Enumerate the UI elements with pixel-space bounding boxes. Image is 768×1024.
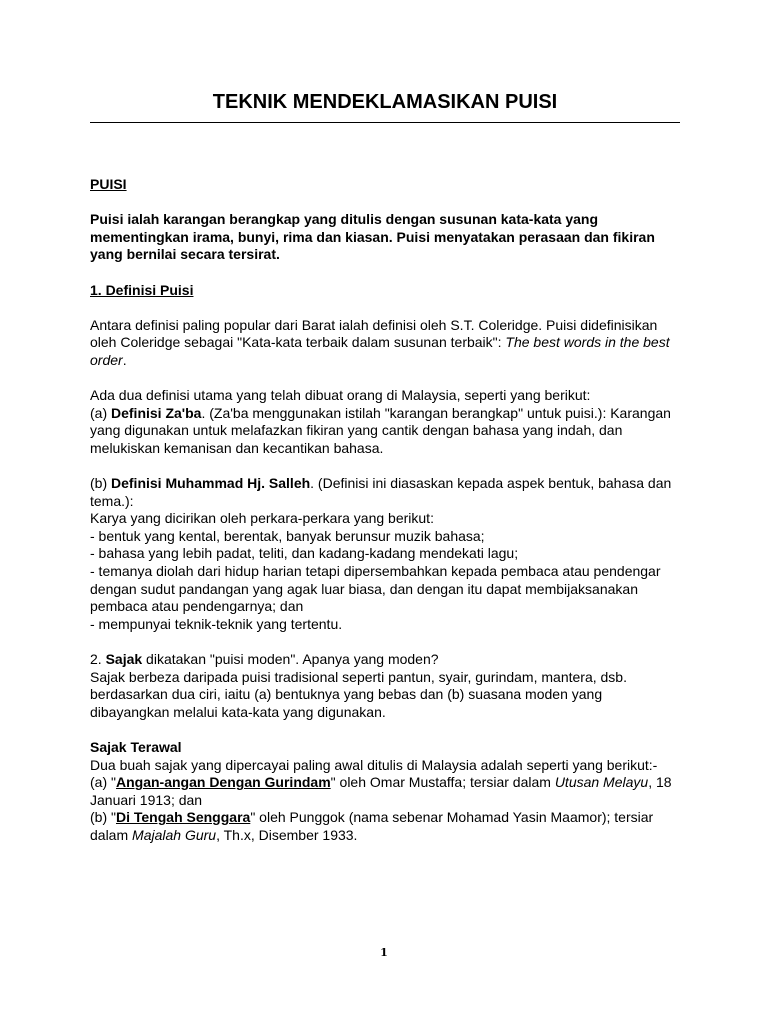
muhammad-lead: Karya yang dicirikan oleh perkara-perkara yang berikut: bbox=[90, 510, 434, 527]
publication-b: Majalah Guru bbox=[132, 826, 217, 843]
muhammad-name: Definisi Muhammad Hj. Salleh bbox=[111, 475, 311, 492]
publication-a: Utusan Melayu bbox=[554, 774, 649, 791]
puisi-heading: PUISI bbox=[90, 176, 127, 192]
definisi-zaba: (a) Definisi Za'ba. (Za'ba menggunakan istilah "karangan berangkap" untuk puisi.): Karangan yang digunakan untuk melafazkan fikiran yang cantik dengan bahasa yang indah, dan melukiskan kemanisan dan kecantikan bahasa. bbox=[90, 404, 671, 456]
document-body bbox=[90, 176, 680, 845]
sajak-title-b: Di Tengah Senggara bbox=[115, 809, 251, 826]
page-number: 1 bbox=[380, 946, 388, 959]
definisi-heading: 1. Definisi Puisi bbox=[90, 281, 194, 298]
coleridge-text: Antara definisi paling popular dari Barat ialah definisi oleh S.T. Coleridge. Puisi didefinisikan oleh Coleridge sebagai "Kata-kata terbaik dalam susunan terbaik": bbox=[90, 316, 658, 351]
title-underline bbox=[90, 122, 680, 123]
sajak-item-a: (a) "Angan-angan Dengan Gurindam" oleh Omar Mustaffa; tersiar dalam Utusan Melayu, 18 Januari 1913; dan bbox=[90, 774, 672, 808]
sajak-body: Sajak berbeza daripada puisi tradisional seperti pantun, syair, gurindam, mantera, dsb. berdasarkan dua ciri, iaitu (a) bentuknya yang bebas dan (b) suasana moden yang dibayangkan melalui kata-kata yang digunakan. bbox=[90, 668, 627, 720]
sajak-terawal-intro: Dua buah sajak yang dipercayai paling awal ditulis di Malaysia adalah seperti yang berikut:- bbox=[90, 756, 658, 773]
puisi-intro: Puisi ialah karangan berangkap yang ditulis dengan susunan kata-kata yang mementingkan irama, bunyi, rima dan kiasan. Puisi menyatakan perasaan dan fikiran yang bernilai secara tersirat. bbox=[90, 211, 655, 263]
definisi-muhammad: (b) Definisi Muhammad Hj. Salleh. (Definisi ini diasaskan kepada aspek bentuk, bahasa dan tema.): bbox=[90, 475, 672, 509]
list-item: - mempunyai teknik-teknik yang tertentu. bbox=[90, 615, 343, 632]
sajak-question: 2. Sajak dikatakan "puisi moden". Apanya yang moden? bbox=[90, 651, 439, 668]
list-item: - bahasa yang lebih padat, teliti, dan kadang-kadang mendekati lagu; bbox=[90, 545, 519, 562]
malaysia-definitions-intro: Ada dua definisi utama yang telah dibuat orang di Malaysia, seperti yang berikut: bbox=[90, 387, 591, 404]
sajak-term: Sajak bbox=[105, 651, 143, 668]
sajak-item-b: (b) "Di Tengah Senggara" oleh Punggok (nama sebenar Mohamad Yasin Maamor); tersiar dalam Majalah Guru, Th.x, Disember 1933. bbox=[90, 809, 654, 843]
coleridge-paragraph: Antara definisi paling popular dari Barat ialah definisi oleh S.T. Coleridge. Puisi didefinisikan oleh Coleridge sebagai "Kata-kata terbaik dalam susunan terbaik": The best words in the best order. bbox=[90, 316, 670, 368]
coleridge-quote: The best words in the best order bbox=[90, 334, 670, 368]
sajak-title-a: Angan-angan Dengan Gurindam bbox=[115, 774, 331, 791]
list-item: - bentuk yang kental, berentak, banyak berunsur muzik bahasa; bbox=[90, 527, 485, 544]
sajak-terawal-heading: Sajak Terawal bbox=[90, 739, 182, 755]
zaba-name: Definisi Za'ba bbox=[111, 404, 202, 421]
list-item: - temanya diolah dari hidup harian tetapi dipersembahkan kepada pembaca atau pendengar dengan sudut pandangan yang agak luar biasa, dan dengan itu dapat membijaksanakan pembaca atau pendengarnya; dan bbox=[90, 563, 661, 615]
document-title: TEKNIK MENDEKLAMASIKAN PUISI bbox=[212, 91, 558, 113]
